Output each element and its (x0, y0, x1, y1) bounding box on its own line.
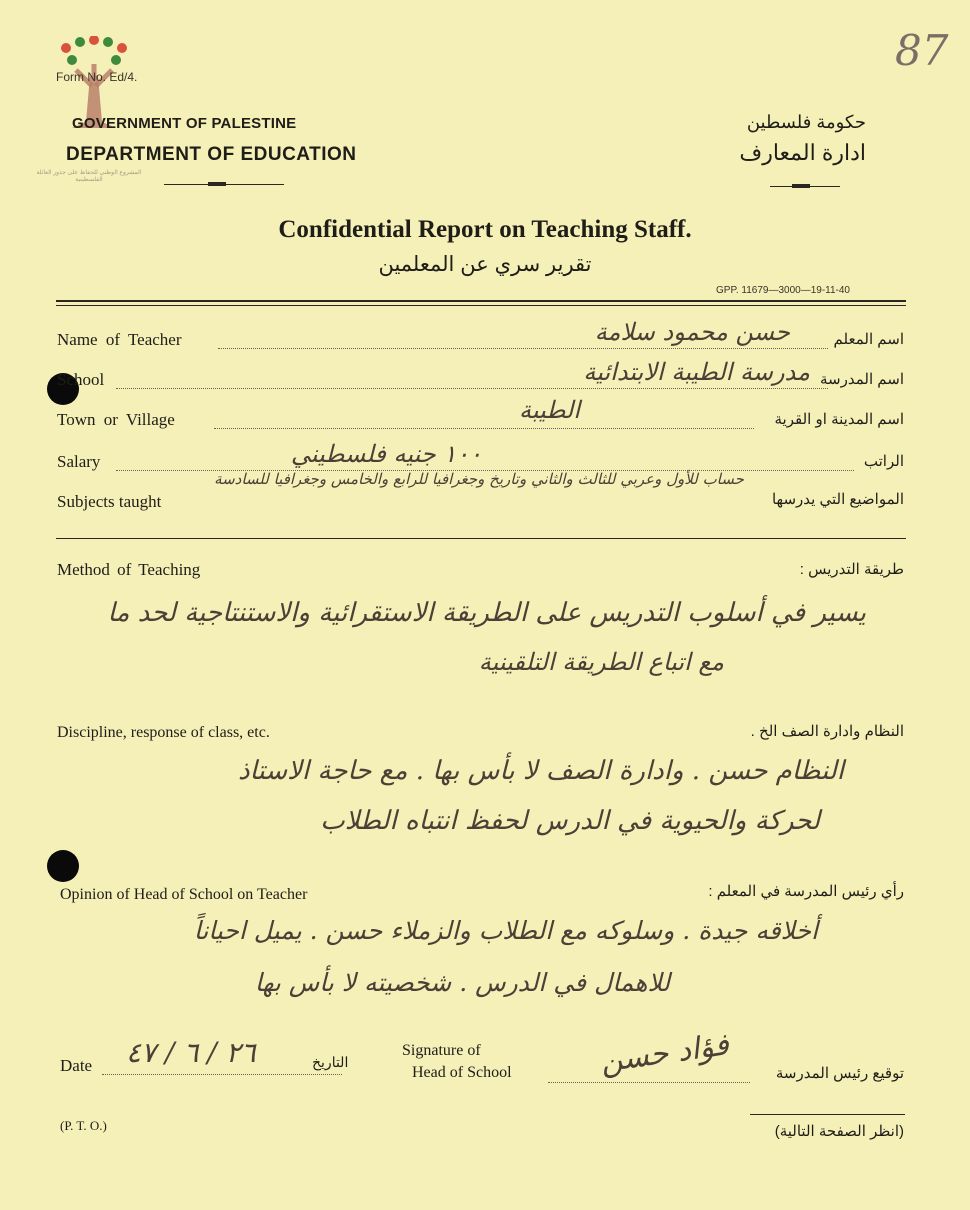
field-label-name-ar: اسم المعلم (833, 331, 904, 348)
discipline-line-2[interactable]: لحركة والحيوية في الدرس لحفظ انتباه الطلاب (320, 806, 820, 836)
government-heading-ar: حكومة فلسطين (746, 112, 866, 132)
method-line-2[interactable]: مع اتباع الطريقة التلقينية (478, 648, 724, 676)
method-label-ar: طريقة التدريس : (799, 561, 904, 578)
header-rule-right-mark (792, 184, 810, 188)
title-rule-bottom (56, 305, 906, 306)
field-label-school: School (57, 370, 105, 389)
signature-dots (548, 1082, 750, 1083)
field-label-town-ar: اسم المدينة او القرية (774, 411, 904, 428)
discipline-line-1[interactable]: النظام حسن . وادارة الصف لا بأس بها . مع حاجة الاستاذ (237, 756, 844, 786)
report-title: Confidential Report on Teaching Staff. (278, 216, 692, 243)
logo-caption: المشروع الوطني للحفاظ على جذور العائلة الفلسطينية (36, 170, 142, 183)
header-rule-left-mark (208, 182, 226, 186)
date-dots (102, 1074, 342, 1075)
method-label: Method of Teaching (57, 560, 201, 579)
page-number: 87 (895, 26, 949, 75)
field-label-name: Name of Teacher (57, 330, 182, 349)
field-value-name[interactable]: حسن محمود سلامة (594, 318, 790, 346)
department-heading-ar: ادارة المعارف (739, 140, 866, 165)
discipline-label-ar: النظام وادارة الصف الخ . (750, 723, 904, 740)
field-label-salary: Salary (57, 452, 101, 471)
field-label-school-ar: اسم المدرسة (819, 371, 904, 388)
date-label-ar: التاريخ (312, 1054, 349, 1070)
signature-label-line2: Head of School (412, 1064, 512, 1081)
form-number: Form No. Ed/4. (56, 70, 138, 84)
department-heading: DEPARTMENT OF EDUCATION (66, 144, 357, 165)
pto-ar: (انظر الصفحة التالية) (774, 1123, 904, 1140)
field-value-school[interactable]: مدرسة الطيبة الابتدائية (583, 358, 810, 386)
field-value-subjects[interactable]: حساب للأول وعربي للثالث والثاني وتاريخ وجغرافيا للرابع والخامس وجغرافيا للسادسة (214, 470, 744, 488)
field-label-town: Town or Village (57, 410, 175, 429)
opinion-line-1[interactable]: أخلاقه جيدة . وسلوكه مع الطلاب والزملاء حسن . يميل احياناً (193, 916, 818, 945)
signature-label-ar: توقيع رئيس المدرسة (775, 1065, 904, 1082)
field-label-subjects: Subjects taught (57, 492, 162, 511)
opinion-label-ar: رأي رئيس المدرسة في المعلم : (708, 883, 904, 900)
opinion-label: Opinion of Head of School on Teacher (60, 886, 308, 903)
report-title-ar: تقرير سري عن المعلمين (378, 253, 592, 276)
field-label-salary-ar: الراتب (863, 453, 904, 470)
field-value-town[interactable]: الطيبة (518, 396, 580, 424)
field-value-salary[interactable]: ١٠٠ جنيه فلسطيني (290, 440, 482, 468)
print-reference: GPP. 11679—3000—19-11-40 (716, 285, 850, 296)
title-rule-top (56, 300, 906, 302)
signature-label-line1: Signature of (402, 1042, 481, 1059)
pto-en: (P. T. O.) (60, 1118, 107, 1133)
field-dots-name (218, 348, 828, 349)
field-dots-town (214, 428, 754, 429)
date-value[interactable]: ٢٦ / ٦ / ٤٧ (126, 1036, 256, 1069)
footer-rule (750, 1114, 905, 1115)
opinion-line-2[interactable]: للاهمال في الدرس . شخصيته لا بأس بها (254, 968, 670, 997)
method-line-1[interactable]: يسير في أسلوب التدريس على الطريقة الاستقرائية والاستنتاجية لحد ما (107, 598, 866, 628)
government-heading: GOVERNMENT OF PALESTINE (72, 115, 297, 132)
discipline-label: Discipline, response of class, etc. (57, 724, 270, 741)
punch-hole-bottom (47, 850, 79, 882)
field-label-subjects-ar: المواضيع التي يدرسها (771, 491, 904, 508)
signature-value[interactable]: فؤاد حسن (598, 1027, 732, 1080)
date-label: Date (60, 1056, 93, 1075)
field-dots-school (116, 388, 828, 389)
fields-rule (56, 538, 906, 539)
